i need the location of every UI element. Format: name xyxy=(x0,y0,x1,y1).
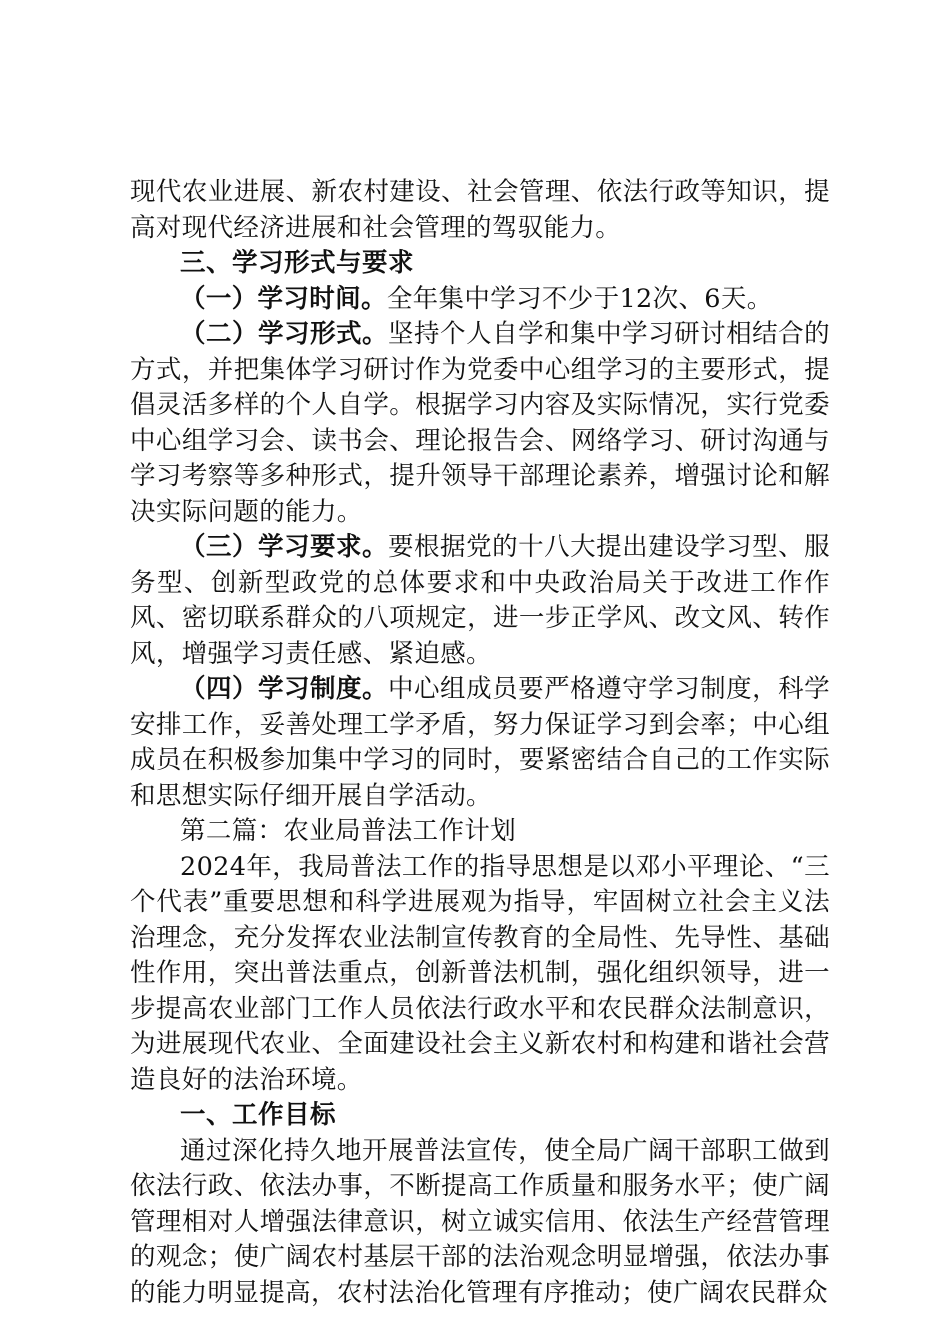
paragraph-continuation: 现代农业进展、新农村建设、社会管理、依法行政等知识，提高对现代经济进展和社会管理的驾驭能力。 xyxy=(130,177,830,243)
body-learning-system: 中心组成员要严格遵守学习制度，科学安排工作，妥善处理工学矛盾，努力保证学习到会率；中心组成员在积极参加集中学习的同时，要紧密结合自己的工作实际和思想实际仔细开展自学活动。 xyxy=(130,674,830,811)
body-learning-format: 坚持个人自学和集中学习研讨相结合的方式，并把集体学习研讨作为党委中心组学习的主要形式，提倡灵活多样的个人自学。根据学习内容及实际情况，实行党委中心组学习会、读书会、理论报告会、网络学习、研讨沟通与学习考察等多种形式，提升领导干部理论素养，增强讨论和解决实际问题的能力。 xyxy=(130,319,830,527)
section-heading-learning-form: 三、学习形式与要求 xyxy=(180,248,415,278)
paragraph-learning-system xyxy=(130,672,830,814)
lead-learning-requirements: （三）学习要求。 xyxy=(180,532,389,562)
body-learning-time: 全年集中学习不少于12次、6天。 xyxy=(386,283,773,314)
lead-learning-format: （二）学习形式。 xyxy=(180,319,389,349)
document-page xyxy=(130,175,830,1311)
lead-learning-system: （四）学习制度。 xyxy=(180,674,389,704)
section-heading-work-goals: 一、工作目标 xyxy=(180,1100,337,1130)
paragraph-work-goals: 通过深化持久地开展普法宣传，使全局广阔干部职工做到依法行政、依法办事，不断提高工作质量和服务水平；使广阔管理相对人增强法律意识，树立诚实信用、依法生产经营管理的观念；使广阔农村基层干部的法治观念明显增强，依法办事的能力明显提高，农村法治化管理有序推动；使广阔农民群众 xyxy=(130,1135,830,1308)
paragraph-learning-format xyxy=(130,317,830,530)
body-learning-requirements: 要根据党的十八大提出建设学习型、服务型、创新型政党的总体要求和中央政治局关于改进工作作风、密切联系群众的八项规定，进一步正学风、改文风、转作风，增强学习责任感、紧迫感。 xyxy=(130,532,830,669)
part-two-title: 第二篇：农业局普法工作计划 xyxy=(180,816,517,846)
paragraph-learning-requirements xyxy=(130,530,830,672)
paragraph-learning-time xyxy=(130,282,830,318)
lead-learning-time: （一）学习时间。 xyxy=(180,283,387,314)
paragraph-part-two-intro: 2024年，我局普法工作的指导思想是以邓小平理论、“三个代表”重要思想和科学进展观为指导，牢固树立社会主义法治理念，充分发挥农业法制宣传教育的全局性、先导性、基础性作用，突出普法重点，创新普法机制，强化组织领导，进一步提高农业部门工作人员依法行政水平和农民群众法制意识，为进展现代农业、全面建设社会主义新农村和构建和谐社会营造良好的法治环境。 xyxy=(130,851,830,1095)
